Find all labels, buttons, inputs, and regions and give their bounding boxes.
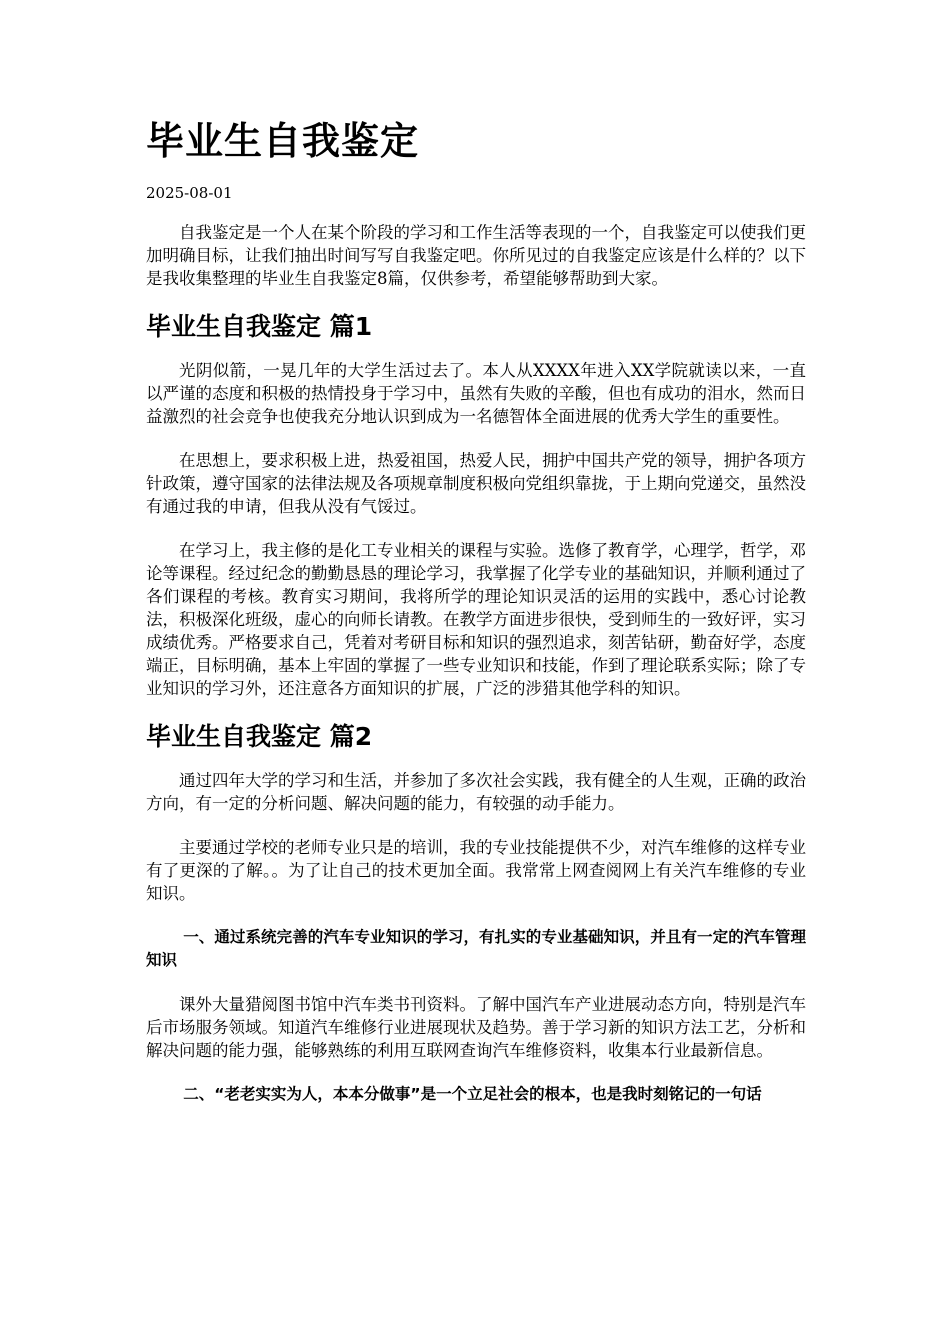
section-2-heading: 毕业生自我鉴定 篇2 — [146, 722, 373, 751]
document-date: 2025-08-01 — [146, 184, 233, 202]
document-page — [146, 118, 806, 1106]
section-2-paragraph-2: 主要通过学校的老师专业只是的培训，我的专业技能提供不少，对汽车维修的这样专业有了更深的了解。。为了让自己的技术更加全面。我常常上网查阅网上有关汽车维修的专业知识。 — [146, 838, 806, 903]
section-1-paragraph-2: 在思想上，要求积极上进，热爱祖国，热爱人民，拥护中国共产党的领导，拥护各项方针政策，遵守国家的法律法规及各项规章制度积极向党组织靠拢，于上期向党递交，虽然没有通过我的申请，但我从没有气馁过。 — [146, 451, 806, 516]
intro-paragraph: 自我鉴定是一个人在某个阶段的学习和工作生活等表现的一个，自我鉴定可以使我们更加明确目标，让我们抽出时间写写自我鉴定吧。你所见过的自我鉴定应该是什么样的？以下是我收集整理的毕业生自我鉴定8篇，仅供参考，希望能够帮助到大家。 — [146, 223, 806, 288]
section-1-heading: 毕业生自我鉴定 篇1 — [146, 312, 373, 341]
section-2-subheading-1: 一、通过系统完善的汽车专业知识的学习，有扎实的专业基础知识，并且有一定的汽车管理知识 — [146, 928, 806, 969]
section-2-subheading-2: 二、“老老实实为人，本本分做事”是一个立足社会的根本，也是我时刻铭记的一句话 — [183, 1085, 762, 1103]
section-1-paragraph-3: 在学习上，我主修的是化工专业相关的课程与实验。选修了教育学，心理学，哲学，邓论等课程。经过纪念的勤勤恳恳的理论学习，我掌握了化学专业的基础知识，并顺利通过了各们课程的考核。教育实习期间，我将所学的理论知识灵活的运用的实践中，悉心讨论教法，积极深化班级，虚心的向师长请教。在教学方面进步很快，受到师生的一致好评，实习成绩优秀。严格要求自己，凭着对考研目标和知识的强烈追求，刻苦钻研，勤奋好学，态度端正，目标明确，基本上牢固的掌握了一些专业知识和技能，作到了理论联系实际；除了专业知识的学习外，还注意各方面知识的扩展，广泛的涉猎其他学科的知识。 — [146, 541, 806, 698]
section-1-paragraph-1: 光阴似箭，一晃几年的大学生活过去了。本人从XXXX年进入XX学院就读以来，一直以严谨的态度和积极的热情投身于学习中，虽然有失败的辛酸，但也有成功的泪水，然而日益激烈的社会竞争也使我充分地认识到成为一名德智体全面进展的优秀大学生的重要性。 — [146, 361, 806, 426]
document-title: 毕业生自我鉴定 — [146, 119, 420, 163]
section-2-paragraph-3: 课外大量猎阅图书馆中汽车类书刊资料。了解中国汽车产业进展动态方向，特别是汽车后市场服务领域。知道汽车维修行业进展现状及趋势。善于学习新的知识方法工艺，分析和解决问题的能力强，能够熟练的利用互联网查询汽车维修资料，收集本行业最新信息。 — [146, 995, 806, 1060]
section-2-paragraph-1: 通过四年大学的学习和生活，并参加了多次社会实践，我有健全的人生观，正确的政治方向，有一定的分析问题、解决问题的能力，有较强的动手能力。 — [146, 771, 806, 813]
